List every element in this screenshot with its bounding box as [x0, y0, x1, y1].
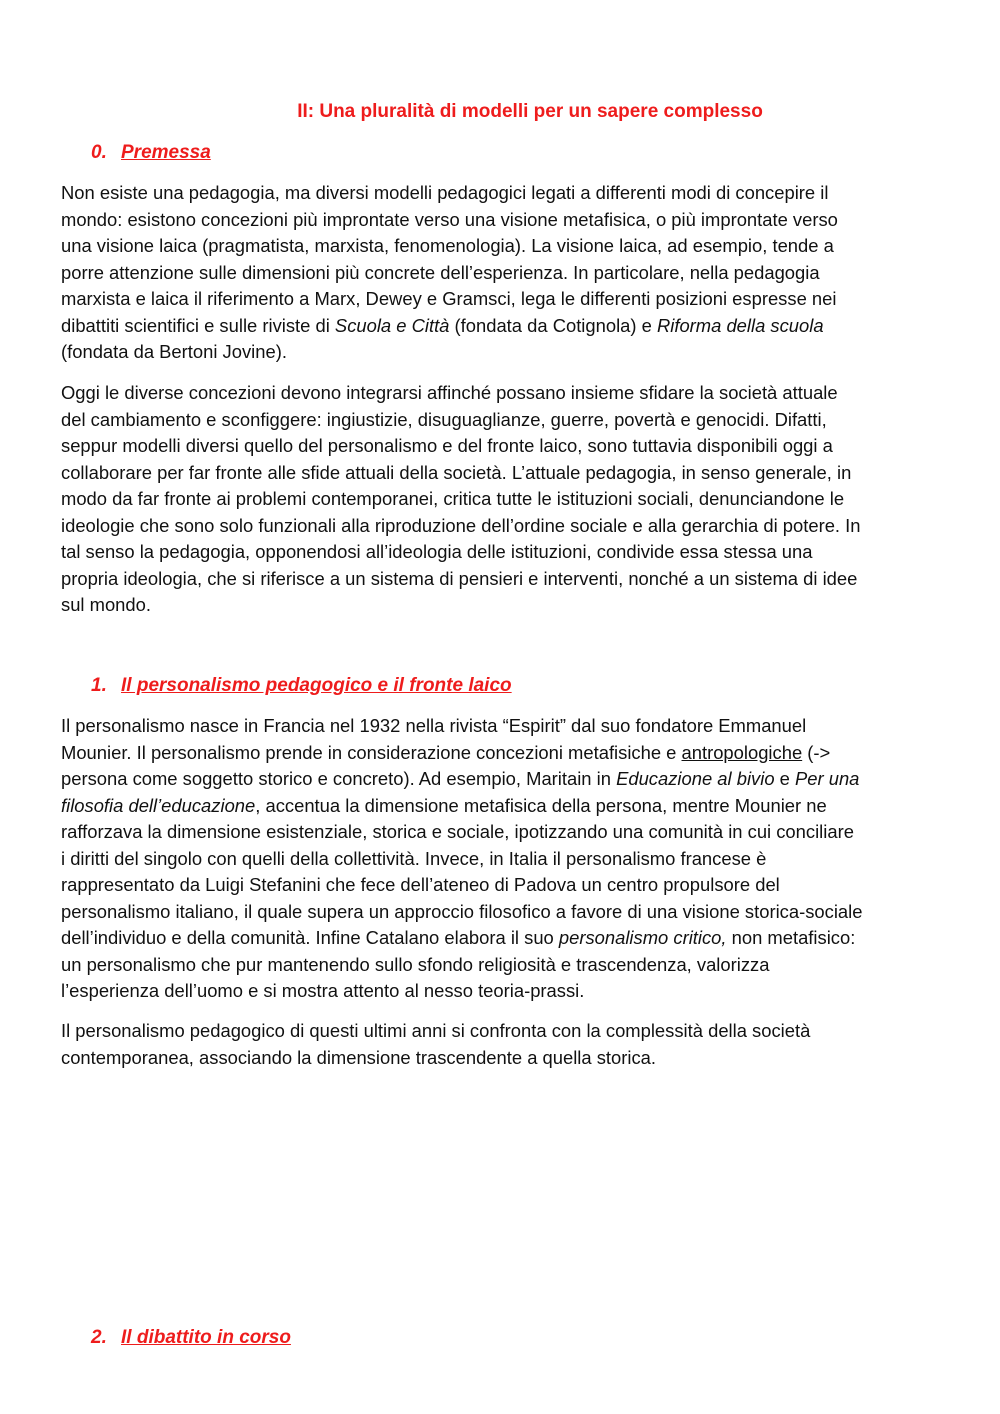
journal-title: Riforma della scuola [656, 314, 824, 336]
section-heading-personalismo [91, 674, 512, 698]
text-line: un personalismo che pur mantenendo sullo sfondo religiosità e trascendenza, valorizza [61, 953, 770, 975]
text-line: Mounier. Il personalismo prende in considerazione concezioni metafisiche e antropologiche (-> [61, 741, 831, 763]
paragraph [61, 1018, 943, 1071]
text-line: persona come soggetto storico e concreto). Ad esempio, Maritain in Educazione al bivio e Per una [61, 768, 860, 789]
paragraph [61, 180, 943, 366]
text-line: personalismo italiano, il quale supera un approccio filosofico a favore di una visione storica-sociale [61, 900, 863, 922]
text-line: l’esperienza dell’uomo e si mostra attento al nesso teoria-prassi. [61, 980, 585, 1001]
text-line: Oggi le diverse concezioni devono integrarsi affinché possano insieme sfidare la società attuale [61, 382, 838, 403]
text-line: rappresentato da Luigi Stefanini che fece dell’ateneo di Padova un centro propulsore del [61, 874, 780, 895]
text-line: Il personalismo pedagogico di questi ultimi anni si confronta con la complessità della società [61, 1020, 811, 1041]
text-line: contemporanea, associando la dimensione trascendente a quella storica. [61, 1046, 657, 1068]
text-line: (fondata da Bertoni Jovine). [61, 341, 287, 362]
text-line: dell’individuo e della comunità. Infine Catalano elabora il suo personalismo critico, non metafisico: [61, 927, 856, 948]
text-line: collaborare per far fronte alle sfide attuali della società. L’attuale pedagogia, in senso generale, in [61, 461, 852, 483]
book-title: Educazione al bivio [616, 768, 775, 789]
text-line: seppur modelli diversi quello del personalismo e del fronte laico, sono tuttavia disponibili oggi a [61, 435, 833, 456]
text-line: porre attenzione sulle dimensioni più concrete dell’esperienza. In particolare, nella pedagogia [61, 261, 820, 283]
text-line: rafforzava la dimensione esistenziale, storica e sociale, ipotizzando una comunità in cui conciliare [61, 821, 854, 842]
section-heading-dibattito [91, 1326, 291, 1350]
text-line: i diritti del singolo con quelli della collettività. Invece, in Italia il personalismo francese è [61, 847, 767, 869]
text-line: modo da far fronte ai problemi contemporanei, critica tutte le istituzioni sociali, denunciandone le [61, 488, 845, 509]
text-line: Il personalismo nasce in Francia nel 1932 nella rivista “Espirit” dal suo fondatore Emmanuel [61, 715, 807, 736]
text-line: mondo: esistono concezioni più improntate verso una visione metafisica, o più improntate verso [61, 208, 838, 230]
text-line: propria ideologia, che si riferisce a un sistema di pensieri e interventi, nonché a un sistema di idee [61, 567, 858, 589]
paragraph [61, 380, 943, 619]
text-line: tal senso la pedagogia, opponendosi all’ideologia delle istituzioni, condivide essa stessa una [61, 541, 813, 562]
text-line: filosofia dell’educazione, accentua la dimensione metafisica della persona, mentre Mounier ne [61, 794, 827, 816]
text-line: marxista e laica il riferimento a Marx, Dewey e Gramsci, lega le differenti posizioni espresse nei [61, 288, 837, 309]
text-line: sul mondo. [61, 594, 151, 615]
section-heading-premessa [91, 141, 211, 165]
section-number: 1. [91, 675, 107, 696]
section-number: 2. [91, 1327, 107, 1348]
paragraph [61, 713, 943, 1005]
text-line: Non esiste una pedagogia, ma diversi modelli pedagogici legati a differenti modi di concepire il [61, 182, 829, 203]
book-title: Per una [795, 768, 860, 789]
book-title: filosofia dell’educazione [61, 794, 256, 816]
section-title: Il personalismo pedagogico e il fronte laico [121, 675, 512, 696]
text-line: del cambiamento e sconfiggere: ingiustizie, disuguaglianze, guerre, povertà e genocidi. Difatti, [61, 408, 827, 430]
text-line: ideologie che sono solo funzionali alla riproduzione dell’ordine sociale e alla gerarchia di potere. In [61, 514, 861, 536]
text-line: dibattiti scientifici e sulle riviste di Scuola e Città (fondata da Cotignola) e Riforma della scuola [61, 314, 824, 336]
section-title: Premessa [121, 142, 211, 163]
underlined-term: antropologiche [681, 741, 803, 763]
emphasized-term: personalismo critico, [558, 927, 727, 948]
text-line: una visione laica (pragmatista, marxista, fenomenologia). La visione laica, ad esempio, tende a [61, 235, 834, 256]
section-number: 0. [91, 142, 107, 163]
section-title: Il dibattito in corso [121, 1327, 291, 1348]
journal-title: Scuola e Città [334, 314, 450, 336]
document-title: II: Una pluralità di modelli per un sapere complesso [297, 101, 763, 122]
